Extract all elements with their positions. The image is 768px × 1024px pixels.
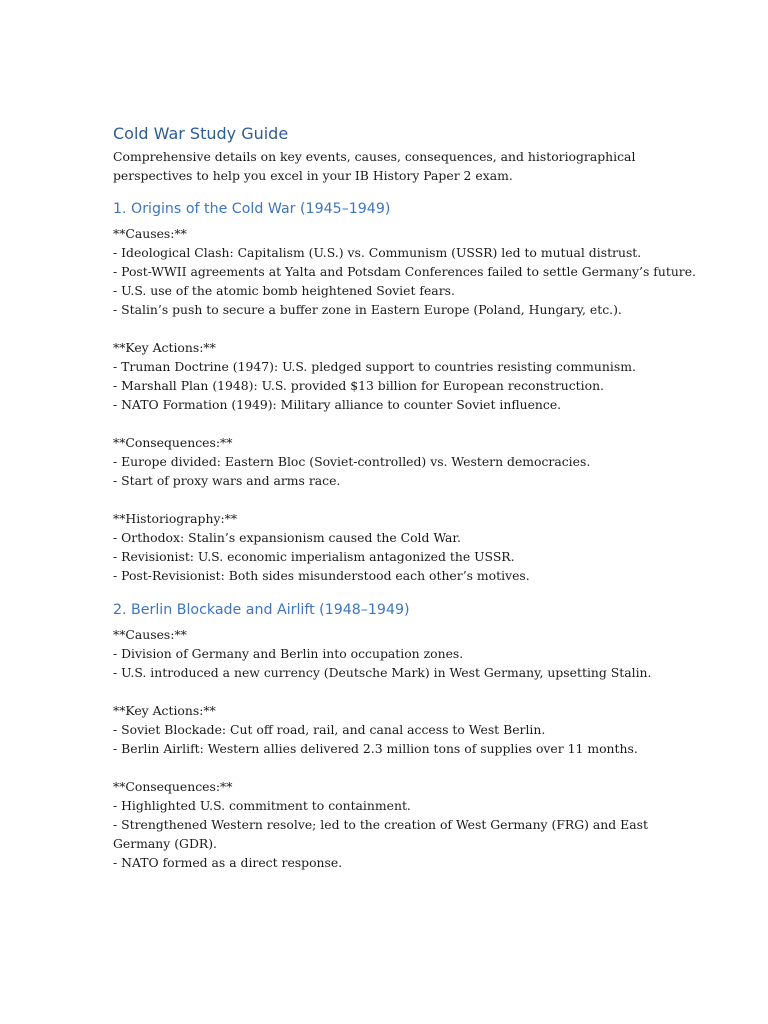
document-title: Cold War Study Guide: [113, 124, 289, 143]
causes-block: [113, 625, 673, 682]
document-page: [113, 122, 696, 872]
key-actions-block: [113, 338, 673, 414]
list-item: - NATO Formation (1949): Military alliance to counter Soviet influence.: [113, 397, 562, 412]
section-heading: 2. Berlin Blockade and Airlift (1948–1949): [113, 602, 410, 618]
causes-block: [113, 224, 696, 319]
block-label: **Consequences:**: [113, 779, 233, 794]
list-item: - Revisionist: U.S. economic imperialism antagonized the USSR.: [113, 549, 515, 564]
list-item: - Highlighted U.S. commitment to containment.: [113, 798, 411, 813]
list-item: - Post-Revisionist: Both sides misunderstood each other’s motives.: [113, 568, 530, 583]
section-origins: [113, 198, 696, 585]
list-item: - NATO formed as a direct response.: [113, 855, 343, 870]
block-label: **Causes:**: [113, 627, 187, 642]
list-item: - Orthodox: Stalin’s expansionism caused the Cold War.: [113, 530, 461, 545]
list-item: - Truman Doctrine (1947): U.S. pledged support to countries resisting communism.: [113, 359, 636, 374]
consequences-block: [113, 777, 673, 872]
list-item: - Marshall Plan (1948): U.S. provided $13 billion for European reconstruction.: [113, 378, 604, 393]
list-item: - U.S. introduced a new currency (Deutsche Mark) in West Germany, upsetting Stalin.: [113, 665, 652, 680]
block-label: **Historiography:**: [113, 511, 238, 526]
section-berlin-blockade: [113, 599, 673, 872]
list-item: - Europe divided: Eastern Bloc (Soviet-controlled) vs. Western democracies.: [113, 454, 591, 469]
list-item: - Start of proxy wars and arms race.: [113, 473, 341, 488]
block-label: **Causes:**: [113, 226, 187, 241]
list-item: - Stalin’s push to secure a buffer zone in Eastern Europe (Poland, Hungary, etc.).: [113, 302, 622, 317]
list-item: - Post-WWII agreements at Yalta and Potsdam Conferences failed to settle Germany’s future.: [113, 264, 696, 279]
section-heading: 1. Origins of the Cold War (1945–1949): [113, 201, 391, 217]
list-item: - Division of Germany and Berlin into occupation zones.: [113, 646, 464, 661]
list-item: - Strengthened Western resolve; led to the creation of West Germany (FRG) and East Germany (GDR).: [113, 817, 648, 851]
intro-paragraph: Comprehensive details on key events, causes, consequences, and historiographical perspectives to help you excel in your IB History Paper 2 exam.: [113, 149, 636, 183]
list-item: - U.S. use of the atomic bomb heightened Soviet fears.: [113, 283, 455, 298]
list-item: - Ideological Clash: Capitalism (U.S.) vs. Communism (USSR) led to mutual distrust.: [113, 245, 642, 260]
block-label: **Key Actions:**: [113, 340, 216, 355]
block-label: **Key Actions:**: [113, 703, 216, 718]
list-item: - Soviet Blockade: Cut off road, rail, and canal access to West Berlin.: [113, 722, 546, 737]
consequences-block: [113, 433, 673, 490]
block-label: **Consequences:**: [113, 435, 233, 450]
historiography-block: [113, 509, 673, 585]
key-actions-block: [113, 701, 673, 758]
list-item: - Berlin Airlift: Western allies delivered 2.3 million tons of supplies over 11 months.: [113, 741, 638, 756]
